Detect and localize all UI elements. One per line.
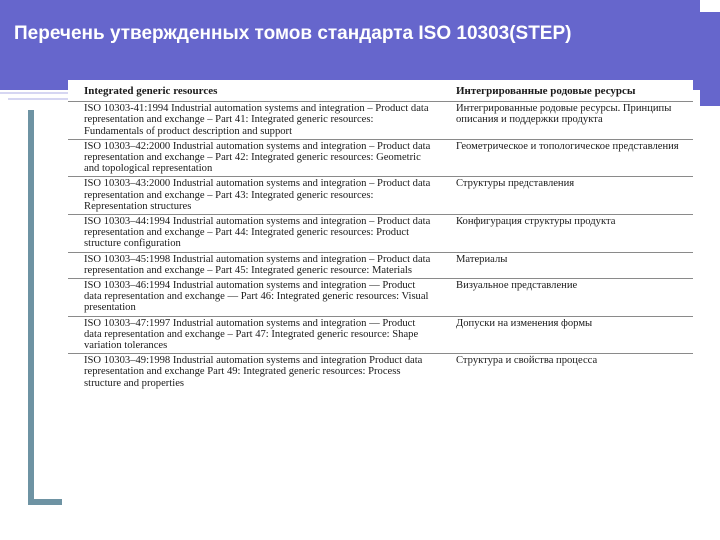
- standards-document: [68, 80, 693, 512]
- title-bar: [0, 0, 700, 90]
- table-row: [68, 177, 693, 215]
- table-row: [68, 354, 693, 391]
- table-row: [68, 316, 693, 354]
- row-russian: Структуры представления: [444, 177, 693, 215]
- row-russian: Визуальное представление: [444, 279, 693, 317]
- row-russian: Конфигурация структуры продукта: [444, 215, 693, 253]
- row-english: ISO 10303–47:1997 Industrial automation systems and integration — Product data representation and exchange – Part 47: Integrated generic resource: Shape variation tolerances: [68, 316, 444, 354]
- header-english: Integrated generic resources: [84, 85, 218, 97]
- table-header-row: [68, 80, 693, 102]
- left-rail-decoration: [28, 110, 34, 505]
- title-bar-extension: [700, 12, 720, 106]
- table-row: [68, 215, 693, 253]
- row-english: ISO 10303–44:1994 Industrial automation systems and integration – Product data representation and exchange – Part 44: Integrated generic resources: Product structure configuration: [68, 215, 444, 253]
- table-row: [68, 102, 693, 140]
- row-russian: Материалы: [444, 252, 693, 278]
- row-russian: Допуски на изменения формы: [444, 316, 693, 354]
- row-english: ISO 10303–42:2000 Industrial automation systems and integration – Product data representation and exchange – Part 42: Integrated generic resources: Geometric and topological representation: [68, 139, 444, 177]
- table-row: [68, 279, 693, 317]
- row-english: ISO 10303–45:1998 Industrial automation systems and integration – Product data representation and exchange – Part 45: Integrated generic resource: Materials: [68, 252, 444, 278]
- table-row: [68, 252, 693, 278]
- rail-foot-decoration: [28, 499, 62, 505]
- row-russian: Структура и свойства процесса: [444, 354, 693, 391]
- row-english: ISO 10303–46:1994 Industrial automation systems and integration — Product data representation and exchange — Part 46: Integrated generic resources: Visual presentation: [68, 279, 444, 317]
- slide-title: Перечень утвержденных томов стандарта ISO 10303(STEP): [14, 23, 572, 44]
- row-english: ISO 10303–43:2000 Industrial automation systems and integration – Product data representation and exchange – Part 43: Integrated generic resources: Representation structures: [68, 177, 444, 215]
- row-russian: Геометрическое и топологическое представления: [444, 139, 693, 177]
- standards-table: [68, 80, 693, 391]
- header-russian: Интегрированные родовые ресурсы: [456, 85, 636, 97]
- row-english: ISO 10303-41:1994 Industrial automation systems and integration – Product data representation and exchange – Part 41: Integrated generic resources: Fundamentals of product description and support: [68, 102, 444, 140]
- table-row: [68, 139, 693, 177]
- row-russian: Интегрированные родовые ресурсы. Принципы описания и поддержки продукта: [444, 102, 693, 140]
- row-english: ISO 10303–49:1998 Industrial automation systems and integration Product data representation and exchange Part 49: Integrated generic resources: Process structure and properties: [68, 354, 444, 391]
